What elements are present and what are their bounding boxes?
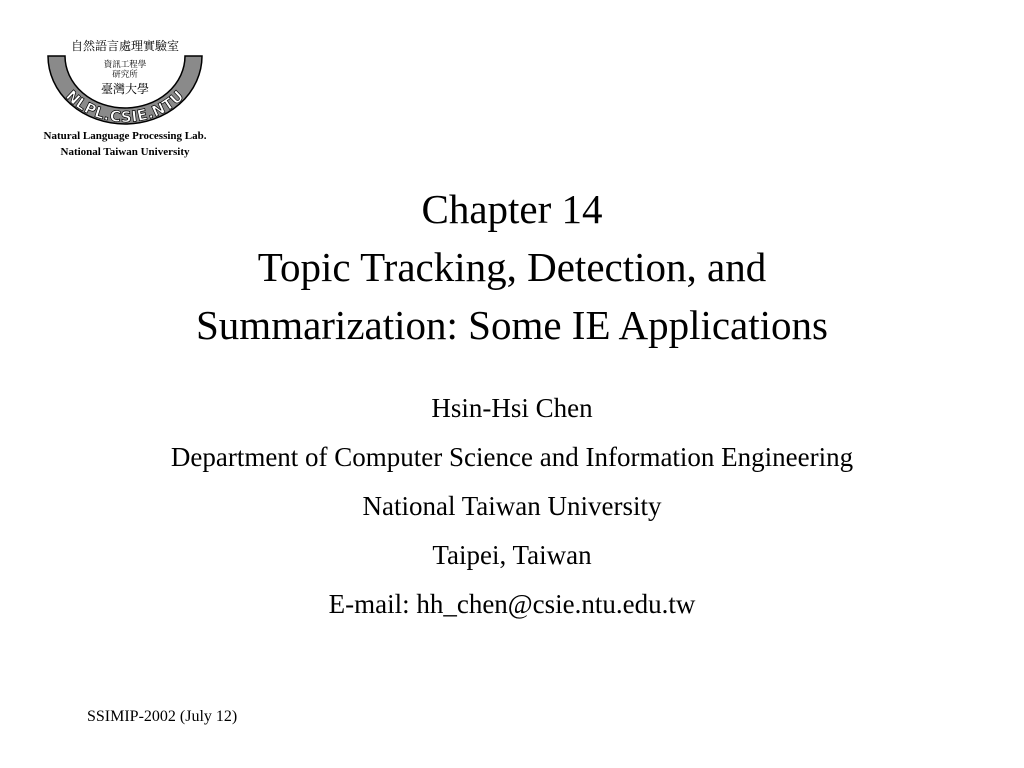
- lab-seal-graphic: [40, 34, 210, 129]
- logo-caption: [30, 128, 220, 160]
- title-line3: Summarization: Some IE Applications: [196, 302, 828, 348]
- seal-top-text: 自然語言處理實驗室: [70, 39, 180, 53]
- lab-logo: [30, 34, 230, 160]
- seal-dept-line1: 資訊工程學: [103, 60, 147, 70]
- seal-univ-line: 臺灣大學: [100, 82, 150, 96]
- author-department: Department of Computer Science and Information Engineering: [170, 442, 854, 472]
- logo-caption-line1: Natural Language Processing Lab.: [43, 130, 207, 142]
- logo-caption-line2: National Taiwan University: [60, 146, 190, 158]
- seal-arc-text: NLPL.CSIE.NTU: [62, 86, 188, 127]
- author-email: E-mail: hh_chen@csie.ntu.edu.tw: [328, 589, 696, 619]
- title-line2: Topic Tracking, Detection, and: [257, 244, 767, 290]
- author-university: National Taiwan University: [362, 491, 662, 521]
- title-line1: Chapter 14: [421, 186, 603, 232]
- slide-footer: SSIMIP-2002 (July 12): [87, 708, 238, 725]
- seal-dept-line2: 研究所: [112, 70, 138, 80]
- author-info: [0, 384, 1024, 629]
- slide-title: [0, 180, 1024, 354]
- author-name: Hsin-Hsi Chen: [431, 393, 593, 423]
- author-location: Taipei, Taiwan: [432, 540, 592, 570]
